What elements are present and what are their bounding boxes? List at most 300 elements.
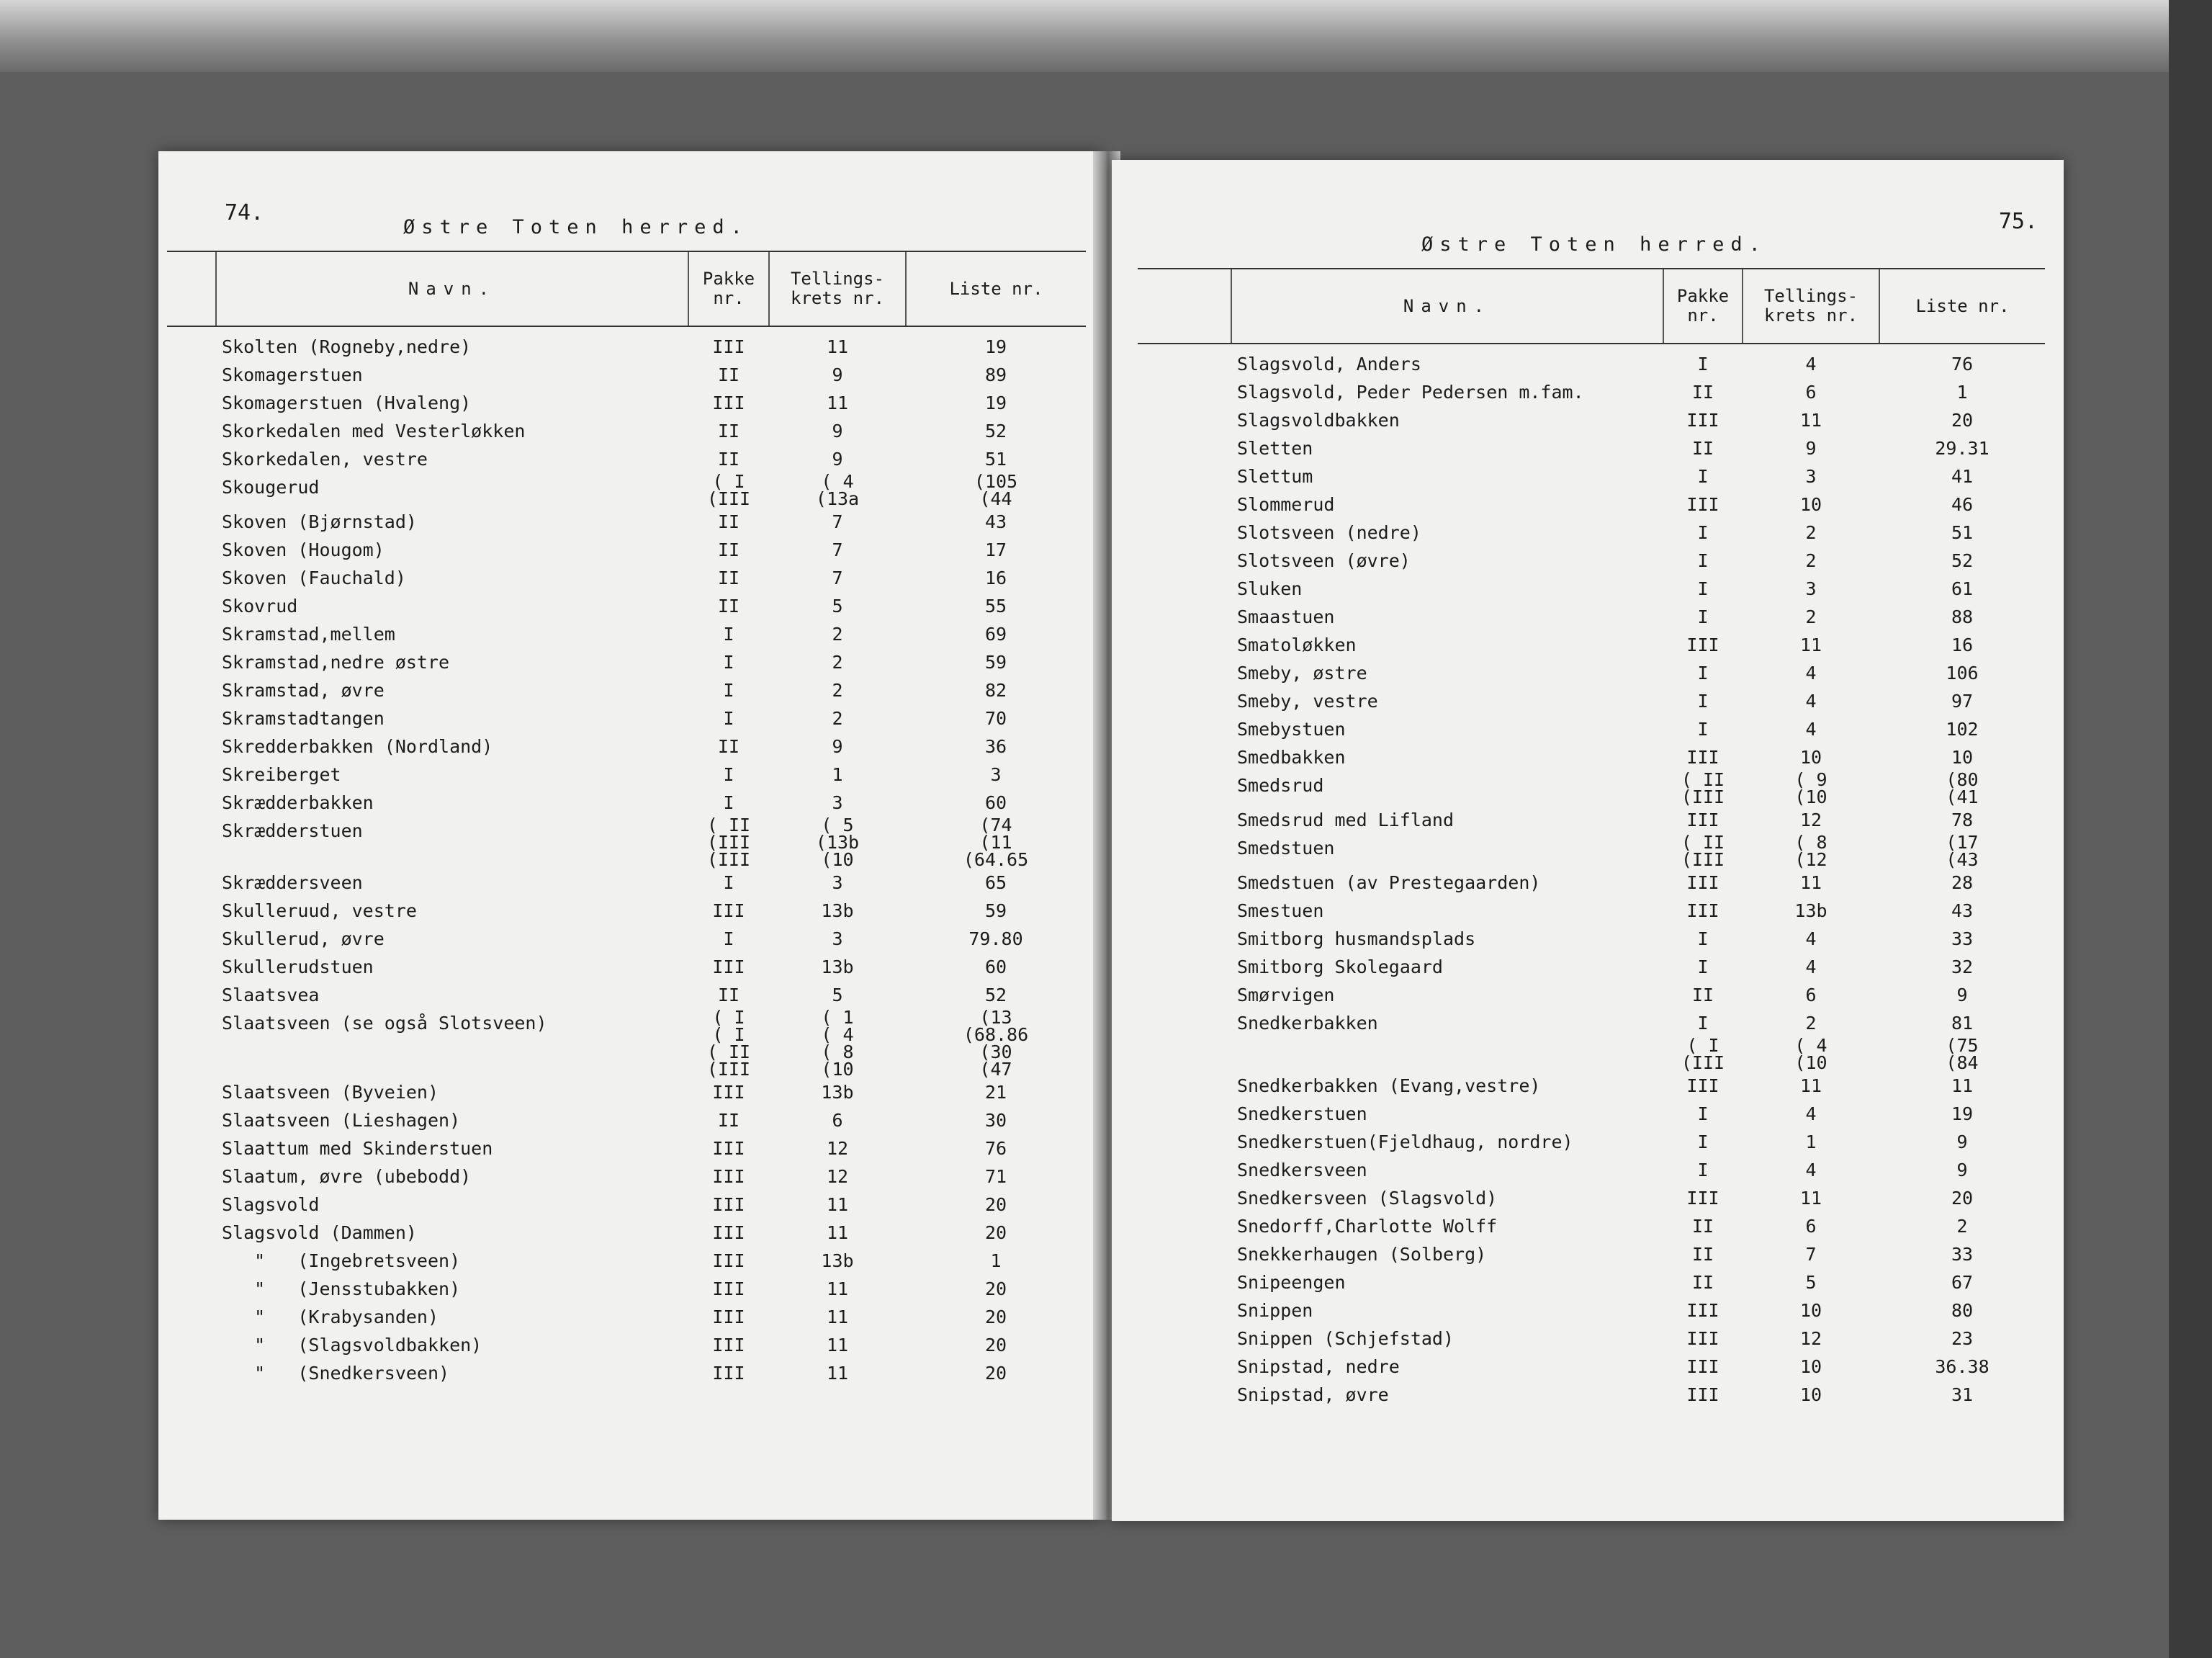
row-spacer	[167, 897, 216, 925]
table-row	[1138, 1240, 2045, 1268]
row-spacer	[167, 592, 216, 620]
header-tellingskrets: Tellings- krets nr.	[769, 251, 906, 326]
cell-liste: 43	[1951, 900, 1974, 921]
multi-value: ( 5 (13b (10	[815, 815, 860, 870]
table-row	[1138, 1100, 2045, 1128]
cell-krets: 12	[1799, 1328, 1822, 1349]
multi-value: ( 4 (10	[1794, 1035, 1827, 1073]
row-spacer	[1138, 378, 1231, 406]
row-spacer	[1138, 547, 1231, 575]
table-row	[167, 1134, 1086, 1162]
cell-name: Slagsvold, Peder Pedersen m.fam.	[1237, 382, 1584, 403]
cell-liste: 29.31	[1935, 438, 1990, 459]
cell-krets: 11	[1799, 1075, 1822, 1096]
cell-name: Skreiberget	[222, 764, 341, 785]
row-spacer	[167, 389, 216, 417]
cell-name: Skulleruud, vestre	[222, 900, 417, 921]
cell-pakke: III	[712, 900, 745, 921]
cell-krets	[769, 1009, 906, 1078]
cell-liste: 20	[1951, 1188, 1974, 1209]
cell-krets: 4	[1805, 1103, 1817, 1124]
table-row	[1138, 869, 2045, 897]
cell-liste: 3	[990, 764, 1002, 785]
row-spacer	[1138, 981, 1231, 1009]
cell-liste	[906, 817, 1086, 869]
cell-krets: 10	[1799, 1300, 1822, 1321]
cell-name: Slommerud	[1237, 494, 1335, 515]
cell-krets: 2	[1805, 1013, 1817, 1034]
row-spacer	[167, 817, 216, 869]
cell-liste: 36	[984, 736, 1007, 757]
cell-pakke: III	[1686, 1328, 1719, 1349]
cell-name: Sletten	[1237, 438, 1313, 459]
cell-liste: 69	[984, 624, 1007, 645]
cell-krets: 1	[1805, 1132, 1817, 1152]
table-row	[1138, 406, 2045, 434]
cell-pakke: II	[717, 1110, 740, 1131]
cell-name: Skoven (Fauchald)	[222, 568, 406, 588]
header-name: Navn.	[216, 251, 688, 326]
cell-liste: 9	[1956, 1132, 1968, 1152]
cell-pakke: II	[1691, 438, 1714, 459]
table-row	[1138, 981, 2045, 1009]
cell-krets: 11	[1799, 635, 1822, 655]
cell-liste: 31	[1951, 1384, 1974, 1405]
cell-krets: 3	[1805, 466, 1817, 487]
cell-pakke: I	[1697, 522, 1709, 543]
page-title: Østre Toten herred.	[1421, 233, 1767, 256]
cell-krets	[1743, 1037, 1879, 1072]
table-row	[1138, 743, 2045, 771]
row-spacer	[1138, 1381, 1231, 1409]
cell-liste: 102	[1946, 719, 1979, 740]
cell-name: Snedkersveen (Slagsvold)	[1237, 1188, 1498, 1209]
cell-pakke	[688, 473, 769, 508]
cell-name: Smebystuen	[1237, 719, 1346, 740]
cell-liste: 19	[1951, 1103, 1974, 1124]
cell-pakke: I	[1697, 956, 1709, 977]
header-name: Navn.	[1231, 269, 1663, 344]
cell-name: Smestuen	[1237, 900, 1324, 921]
cell-liste: 20	[984, 1307, 1007, 1327]
table-row	[167, 1106, 1086, 1134]
cell-name: Smedsrud	[1237, 775, 1324, 796]
row-spacer	[1138, 1296, 1231, 1325]
cell-name: Snedkerbakken	[1237, 1013, 1378, 1034]
cell-name: " (Slagsvoldbakken)	[222, 1335, 482, 1355]
cell-pakke: II	[1691, 985, 1714, 1005]
cell-pakke: III	[712, 956, 745, 977]
cell-liste: 20	[984, 1278, 1007, 1299]
cell-krets: 11	[826, 1363, 849, 1384]
cell-pakke: III	[712, 393, 745, 413]
cell-name: Skovrud	[222, 596, 298, 617]
cell-name: Smitborg husmandsplads	[1237, 928, 1476, 949]
cell-name: Skougerud	[222, 477, 320, 498]
cell-krets: 11	[826, 1222, 849, 1243]
cell-krets: 12	[1799, 810, 1822, 830]
cell-krets: 11	[826, 1194, 849, 1215]
table-row	[1138, 897, 2045, 925]
cell-krets: 13b	[821, 1082, 854, 1103]
cell-krets: 2	[1805, 550, 1817, 571]
cell-liste: 33	[1951, 1244, 1974, 1265]
multi-value: ( 1 ( 4 ( 8 (10	[821, 1007, 854, 1080]
cell-krets: 11	[826, 336, 849, 357]
cell-name: Slotsveen (nedre)	[1237, 522, 1421, 543]
row-spacer	[1138, 490, 1231, 519]
cell-krets: 10	[1799, 1384, 1822, 1405]
cell-pakke: III	[1686, 494, 1719, 515]
row-spacer	[167, 361, 216, 389]
table-row	[167, 417, 1086, 445]
cell-liste: 59	[984, 900, 1007, 921]
cell-liste: 79.80	[968, 928, 1023, 949]
cell-krets: 12	[826, 1138, 849, 1159]
header-liste: Liste nr.	[1879, 269, 2045, 344]
cell-krets: 6	[832, 1110, 843, 1131]
cell-krets: 1	[832, 764, 843, 785]
cell-pakke: III	[1686, 1384, 1719, 1405]
cell-krets: 3	[832, 792, 843, 813]
table-row	[1138, 715, 2045, 743]
row-spacer	[167, 953, 216, 981]
cell-krets: 10	[1799, 494, 1822, 515]
cell-pakke: II	[717, 539, 740, 560]
cell-krets: 9	[832, 449, 843, 470]
cell-pakke: I	[1697, 691, 1709, 712]
row-spacer	[1138, 575, 1231, 603]
table-row	[167, 326, 1086, 361]
table-header-row	[1138, 269, 2045, 344]
table-row	[167, 508, 1086, 536]
multi-value: ( 8 (12	[1794, 832, 1827, 870]
cell-krets: 6	[1805, 382, 1817, 403]
cell-liste: 52	[984, 421, 1007, 442]
row-spacer	[1138, 406, 1231, 434]
table-row	[167, 1331, 1086, 1359]
cell-name: Skramstadtangen	[222, 708, 385, 729]
table-row	[1138, 490, 2045, 519]
table-row	[1138, 603, 2045, 631]
cell-name: Snedkerbakken (Evang,vestre)	[1237, 1075, 1541, 1096]
cell-krets: 3	[832, 928, 843, 949]
register-table	[167, 251, 1086, 1387]
cell-liste: 1	[990, 1250, 1002, 1271]
cell-liste: 43	[984, 511, 1007, 532]
row-spacer	[167, 473, 216, 508]
table-row	[1138, 1212, 2045, 1240]
cell-liste: 97	[1951, 691, 1974, 712]
row-spacer	[1138, 687, 1231, 715]
cell-pakke	[1663, 834, 1743, 869]
table-row	[1138, 1072, 2045, 1100]
cell-liste	[1879, 834, 2045, 869]
cell-pakke: I	[723, 680, 734, 701]
cell-liste: 20	[1951, 410, 1974, 431]
cell-liste: 16	[1951, 635, 1974, 655]
table-row	[167, 1303, 1086, 1331]
row-spacer	[1138, 603, 1231, 631]
cell-liste: 61	[1951, 578, 1974, 599]
table-row	[167, 620, 1086, 648]
row-spacer	[167, 704, 216, 732]
cell-name: Skrædderbakken	[222, 792, 374, 813]
cell-liste: 81	[1951, 1013, 1974, 1034]
row-spacer	[167, 564, 216, 592]
cell-name: Snippen	[1237, 1300, 1313, 1321]
cell-liste: 80	[1951, 1300, 1974, 1321]
table-row	[167, 648, 1086, 676]
cell-liste: 46	[1951, 494, 1974, 515]
cell-name: Skramstad,nedre østre	[222, 652, 450, 673]
cell-pakke: I	[1697, 1103, 1709, 1124]
cell-liste: 20	[984, 1222, 1007, 1243]
cell-krets: 13b	[1794, 900, 1827, 921]
cell-pakke: I	[1697, 1013, 1709, 1034]
cell-liste: 71	[984, 1166, 1007, 1187]
cell-pakke: II	[717, 449, 740, 470]
row-spacer	[167, 1009, 216, 1078]
cell-krets: 5	[832, 596, 843, 617]
cell-liste: 10	[1951, 747, 1974, 768]
cell-name: Smørvigen	[1237, 985, 1335, 1005]
row-spacer	[167, 1275, 216, 1303]
multi-value: (74 (11 (64.65	[963, 815, 1029, 870]
cell-pakke: I	[723, 764, 734, 785]
cell-krets: 13b	[821, 956, 854, 977]
cell-pakke: I	[723, 792, 734, 813]
cell-name: Skræddersveen	[222, 872, 363, 893]
cell-liste	[1879, 1037, 2045, 1072]
cell-pakke: II	[1691, 1216, 1714, 1237]
table-header-row	[167, 251, 1086, 326]
cell-krets: 11	[826, 1278, 849, 1299]
cell-name: Slotsveen (øvre)	[1237, 550, 1411, 571]
table-row	[167, 1191, 1086, 1219]
row-spacer	[1138, 434, 1231, 462]
cell-pakke	[1663, 771, 1743, 806]
row-spacer	[167, 925, 216, 953]
table-row	[1138, 547, 2045, 575]
row-spacer	[1138, 1072, 1231, 1100]
cell-liste: 70	[984, 708, 1007, 729]
cell-pakke: I	[1697, 663, 1709, 684]
row-spacer	[167, 676, 216, 704]
cell-krets: 2	[832, 680, 843, 701]
multi-value: (17 (43	[1946, 832, 1979, 870]
table-row	[1138, 1353, 2045, 1381]
cell-name: Skredderbakken (Nordland)	[222, 736, 493, 757]
table-row	[1138, 1128, 2045, 1156]
cell-liste: 76	[984, 1138, 1007, 1159]
table-row	[167, 536, 1086, 564]
table-row	[167, 1247, 1086, 1275]
cell-name: Snekkerhaugen (Solberg)	[1237, 1244, 1487, 1265]
cell-liste: 20	[984, 1194, 1007, 1215]
cell-liste: 65	[984, 872, 1007, 893]
cell-liste: 88	[1951, 606, 1974, 627]
cell-liste	[906, 1009, 1086, 1078]
row-spacer	[1138, 1240, 1231, 1268]
cell-liste: 9	[1956, 1160, 1968, 1180]
cell-liste: 2	[1956, 1216, 1968, 1237]
cell-pakke: II	[717, 511, 740, 532]
cell-name: Snipstad, nedre	[1237, 1356, 1400, 1377]
cell-liste: 28	[1951, 872, 1974, 893]
row-spacer	[167, 417, 216, 445]
cell-krets	[1743, 771, 1879, 806]
cell-name: Smedsrud med Lifland	[1237, 810, 1455, 830]
table-row	[1138, 806, 2045, 834]
cell-liste: 30	[984, 1110, 1007, 1131]
row-spacer	[1138, 1100, 1231, 1128]
multi-value: (75 (84	[1946, 1035, 1979, 1073]
cell-name: Skorkedalen med Vesterløkken	[222, 421, 526, 442]
cell-krets: 13b	[821, 900, 854, 921]
cell-krets: 4	[1805, 956, 1817, 977]
left-page	[158, 151, 1102, 1520]
cell-krets: 11	[826, 1307, 849, 1327]
row-spacer	[1138, 806, 1231, 834]
cell-name: Slettum	[1237, 466, 1313, 487]
cell-krets: 2	[1805, 606, 1817, 627]
table-row	[1138, 1156, 2045, 1184]
row-spacer	[1138, 743, 1231, 771]
cell-name	[1231, 1037, 1663, 1072]
cell-krets: 7	[1805, 1244, 1817, 1265]
multi-value: (105 (44	[974, 471, 1018, 509]
cell-liste: 55	[984, 596, 1007, 617]
row-spacer	[167, 1359, 216, 1387]
cell-name: Skrædderstuen	[222, 820, 363, 841]
table-row	[167, 925, 1086, 953]
table-row	[167, 564, 1086, 592]
cell-liste: 11	[1951, 1075, 1974, 1096]
multi-value: (80 (41	[1946, 769, 1979, 807]
cell-liste: 23	[1951, 1328, 1974, 1349]
row-spacer	[167, 326, 216, 361]
cell-liste: 21	[984, 1082, 1007, 1103]
cell-pakke: I	[723, 872, 734, 893]
table-row	[167, 897, 1086, 925]
cell-krets: 7	[832, 568, 843, 588]
row-spacer	[1138, 1037, 1231, 1072]
cell-krets: 6	[1805, 985, 1817, 1005]
cell-krets	[1743, 834, 1879, 869]
multi-value: ( 9 (10	[1794, 769, 1827, 807]
cell-liste: 78	[1951, 810, 1974, 830]
cell-name: Slaattum med Skinderstuen	[222, 1138, 493, 1159]
table-row	[167, 676, 1086, 704]
cell-pakke: III	[712, 1363, 745, 1384]
cell-name: Sluken	[1237, 578, 1303, 599]
table-row	[167, 445, 1086, 473]
table-row	[1138, 834, 2045, 869]
row-spacer	[1138, 715, 1231, 743]
row-spacer	[1138, 344, 1231, 378]
cell-name: Slagsvold (Dammen)	[222, 1222, 417, 1243]
table-row	[167, 1162, 1086, 1191]
cell-name: Skramstad, øvre	[222, 680, 385, 701]
table-row	[167, 1219, 1086, 1247]
cell-name: Slagsvold, Anders	[1237, 354, 1421, 375]
cell-name: Slagsvoldbakken	[1237, 410, 1400, 431]
table-row	[1138, 1296, 2045, 1325]
cell-krets: 5	[832, 985, 843, 1005]
row-spacer	[167, 761, 216, 789]
cell-liste: 32	[1951, 956, 1974, 977]
cell-name: Smitborg Skolegaard	[1237, 956, 1443, 977]
row-spacer	[167, 789, 216, 817]
cell-name: Slaatsveen (se også Slotsveen)	[222, 1013, 547, 1034]
cell-krets: 7	[832, 511, 843, 532]
cell-name: Snedkerstuen	[1237, 1103, 1367, 1124]
cell-pakke: II	[717, 364, 740, 385]
table-row	[1138, 1268, 2045, 1296]
cell-pakke: I	[1697, 928, 1709, 949]
right-page	[1112, 160, 2064, 1521]
cell-liste: 67	[1951, 1272, 1974, 1293]
cell-liste: 20	[984, 1335, 1007, 1355]
cell-name: Slaatsveen (Lieshagen)	[222, 1110, 461, 1131]
table-row	[167, 1009, 1086, 1078]
table-row	[167, 1359, 1086, 1387]
cell-krets: 13b	[821, 1250, 854, 1271]
cell-name: Skorkedalen, vestre	[222, 449, 428, 470]
cell-liste: 51	[984, 449, 1007, 470]
cell-name: Snedorff,Charlotte Wolff	[1237, 1216, 1498, 1237]
cell-krets: 10	[1799, 747, 1822, 768]
cell-pakke: III	[712, 1250, 745, 1271]
cell-name: Skullerudstuen	[222, 956, 374, 977]
cell-pakke: III	[1686, 410, 1719, 431]
cell-name: Skoven (Hougom)	[222, 539, 385, 560]
cell-pakke: II	[717, 985, 740, 1005]
table-row	[1138, 519, 2045, 547]
table-row	[167, 732, 1086, 761]
row-spacer	[167, 1247, 216, 1275]
cell-krets: 4	[1805, 354, 1817, 375]
table-row	[1138, 687, 2045, 715]
cell-pakke: II	[717, 736, 740, 757]
table-row	[1138, 344, 2045, 378]
cell-pakke: III	[1686, 635, 1719, 655]
table-row	[1138, 659, 2045, 687]
cell-name: Snedkersveen	[1237, 1160, 1367, 1180]
table-row	[1138, 631, 2045, 659]
header-spacer	[1138, 269, 1231, 344]
cell-pakke: III	[1686, 1188, 1719, 1209]
multi-value: (13 (68.86 (30 (47	[963, 1007, 1029, 1080]
header-pakke: Pakke nr.	[688, 251, 769, 326]
cell-pakke: I	[1697, 1160, 1709, 1180]
cell-pakke: III	[712, 1278, 745, 1299]
cell-krets: 11	[1799, 1188, 1822, 1209]
cell-name: Snippen (Schjefstad)	[1237, 1328, 1455, 1349]
table-row	[167, 1078, 1086, 1106]
cell-pakke: II	[717, 421, 740, 442]
table-row	[1138, 1009, 2045, 1037]
cell-liste: 1	[1956, 382, 1968, 403]
table-row	[1138, 953, 2045, 981]
table-row	[167, 704, 1086, 732]
cell-pakke: III	[712, 1138, 745, 1159]
cell-krets: 2	[832, 624, 843, 645]
row-spacer	[1138, 834, 1231, 869]
cell-krets: 2	[832, 652, 843, 673]
table-row	[1138, 575, 2045, 603]
